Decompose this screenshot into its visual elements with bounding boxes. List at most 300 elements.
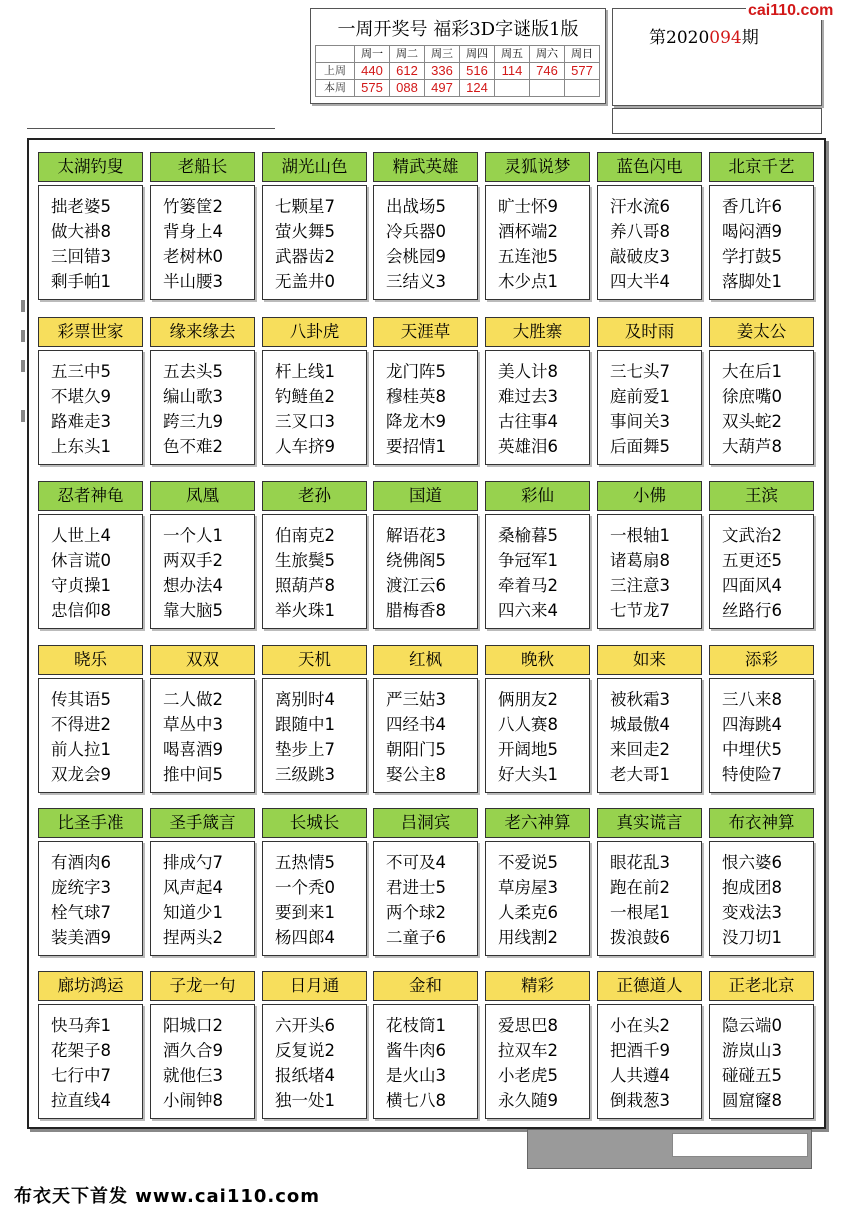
riddle-line: 休言谎0 [51,551,111,570]
riddle-line: 旷士怀9 [498,197,558,216]
riddle-card-body [597,1004,702,1119]
riddle-line: 要招情1 [386,437,446,456]
riddle-card [38,152,143,302]
riddle-line: 装美酒9 [51,928,111,947]
riddle-card-title: 小佛 [597,481,702,511]
riddle-line: 争冠军1 [498,551,558,570]
riddle-card [373,481,478,631]
riddle-card-body [150,350,255,465]
riddle-card-body [38,1004,143,1119]
riddle-card [597,645,702,795]
riddle-card-body [373,350,478,465]
riddle-line: 双头蛇2 [722,412,782,431]
riddle-line: 木少点1 [498,272,558,291]
riddle-line: 娶公主8 [386,765,446,784]
draw-number: 516 [460,63,495,80]
this-week-label: 本周 [316,80,355,97]
riddle-card-title: 如来 [597,645,702,675]
riddle-line: 三七头7 [610,362,670,381]
riddle-card [709,808,814,958]
riddle-line: 拉双车2 [498,1041,558,1060]
riddle-line: 喝闷酒9 [722,222,782,241]
riddle-line: 变戏法3 [722,903,782,922]
riddle-line: 小在头2 [610,1016,670,1035]
riddle-line: 不堪久9 [51,387,111,406]
riddle-line: 七节龙7 [610,601,670,620]
margin-mark [21,360,25,372]
riddle-line: 酒杯端2 [498,222,558,241]
riddle-line: 横七八8 [386,1091,446,1110]
riddle-line: 小闹钟8 [163,1091,223,1110]
riddle-card-body [38,841,143,956]
riddle-line: 草房屋3 [498,878,558,897]
footer-text: 布衣天下首发 www.cai110.com [14,1186,321,1207]
riddle-card-title: 子龙一句 [150,971,255,1001]
riddle-line: 五三中5 [51,362,111,381]
riddle-card [485,317,590,467]
draw-number: 088 [390,80,425,97]
riddle-line: 编山歌3 [163,387,223,406]
weekly-draw-box [310,8,606,104]
riddle-line: 跨三九9 [163,412,223,431]
riddle-card-body [373,678,478,793]
draw-number: 114 [495,63,530,80]
blank-box [612,108,822,134]
day-header-row [316,46,600,63]
riddle-card-body [485,514,590,629]
riddle-line: 中埋伏5 [722,740,782,759]
riddle-line: 养八哥8 [610,222,670,241]
riddle-line: 事间关3 [610,412,670,431]
riddle-card-body [485,185,590,300]
riddle-line: 一个人1 [163,526,223,545]
issue-box [612,8,822,106]
riddle-card [485,808,590,958]
riddle-card [597,808,702,958]
riddle-line: 游岚山3 [722,1041,782,1060]
riddle-card-title: 国道 [373,481,478,511]
riddle-line: 生旅鬓5 [275,551,335,570]
day-label: 周四 [460,46,495,63]
draw-number: 575 [355,80,390,97]
riddle-line: 三回错3 [51,247,111,266]
riddle-line: 有酒肉6 [51,853,111,872]
riddle-line: 出战场5 [386,197,446,216]
riddle-line: 四六来4 [498,601,558,620]
riddle-line: 冷兵器0 [386,222,446,241]
riddle-card-title: 八卦虎 [262,317,367,347]
riddle-line: 七颗星7 [275,197,335,216]
riddle-line: 独一处1 [275,1091,335,1110]
riddle-card-title: 天涯草 [373,317,478,347]
riddle-card [597,152,702,302]
riddle-line: 三注意3 [610,576,670,595]
riddle-line: 圆窟窿8 [722,1091,782,1110]
riddle-line: 酒久合9 [163,1041,223,1060]
margin-mark [21,410,25,422]
draw-number: 746 [530,63,565,80]
riddle-line: 不爱说5 [498,853,558,872]
riddle-card-title: 王滨 [709,481,814,511]
riddle-line: 庞统字3 [51,878,111,897]
draw-number [495,80,530,97]
riddle-line: 碰碰五5 [722,1066,782,1085]
riddle-card [597,481,702,631]
riddle-card-body [709,1004,814,1119]
draw-number [565,80,600,97]
riddle-card [38,971,143,1121]
riddle-line: 被秋霜3 [610,690,670,709]
riddle-line: 一根轴1 [610,526,670,545]
riddle-line: 竹篓筐2 [163,197,223,216]
riddle-card-body [373,185,478,300]
riddle-card [38,645,143,795]
riddle-card [38,317,143,467]
riddle-card-body [150,1004,255,1119]
riddle-line: 绕佛阁5 [386,551,446,570]
riddle-line: 古往事4 [498,412,558,431]
riddle-line: 香几许6 [722,197,782,216]
riddle-card-title: 日月通 [262,971,367,1001]
riddle-line: 徐庶嘴0 [722,387,782,406]
riddle-line: 垫步上7 [275,740,335,759]
riddle-card-title: 凤凰 [150,481,255,511]
riddle-card-body [597,841,702,956]
riddle-card-body [709,514,814,629]
riddle-card-body [709,185,814,300]
draw-number [530,80,565,97]
riddle-line: 爱思巴8 [498,1016,558,1035]
riddle-line: 武器齿2 [275,247,335,266]
riddle-line: 穆桂英8 [386,387,446,406]
riddle-card-body [38,185,143,300]
riddle-card-title: 精彩 [485,971,590,1001]
riddle-line: 跟随中1 [275,715,335,734]
riddle-card-title: 老六神算 [485,808,590,838]
day-label: 周五 [495,46,530,63]
riddle-card-title: 湖光山色 [262,152,367,182]
riddle-card-body [485,350,590,465]
riddle-line: 三叉口3 [275,412,335,431]
riddle-card-body [262,514,367,629]
divider [27,128,275,129]
riddle-line: 不可及4 [386,853,446,872]
riddle-line: 人柔克6 [498,903,558,922]
riddle-card [373,317,478,467]
riddle-line: 五去头5 [163,362,223,381]
riddle-line: 用线割2 [498,928,558,947]
riddle-line: 知道少1 [163,903,223,922]
riddle-line: 文武治2 [722,526,782,545]
riddle-line: 城最傲4 [610,715,670,734]
riddle-line: 想办法4 [163,576,223,595]
riddle-line: 半山腰3 [163,272,223,291]
draw-number: 612 [390,63,425,80]
riddle-card-title: 老孙 [262,481,367,511]
riddle-line: 严三姑3 [386,690,446,709]
riddle-line: 降龙木9 [386,412,446,431]
riddle-card-body [150,841,255,956]
riddle-card-body [150,514,255,629]
riddle-card-body [485,678,590,793]
riddle-card-body [38,678,143,793]
riddle-line: 栓气球7 [51,903,111,922]
riddle-line: 风声起4 [163,878,223,897]
riddle-line: 好大头1 [498,765,558,784]
draw-number: 336 [425,63,460,80]
riddle-card-title: 双双 [150,645,255,675]
riddle-grid [27,138,826,1129]
riddle-line: 两个球2 [386,903,446,922]
riddle-card-title: 正老北京 [709,971,814,1001]
riddle-card-body [597,514,702,629]
riddle-line: 做大褂8 [51,222,111,241]
riddle-line: 人世上4 [51,526,111,545]
riddle-card-title: 老船长 [150,152,255,182]
riddle-line: 离别时4 [275,690,335,709]
draw-number: 440 [355,63,390,80]
riddle-line: 汗水流6 [610,197,670,216]
riddle-line: 杆上线1 [275,362,335,381]
riddle-card-body [709,350,814,465]
riddle-line: 反复说2 [275,1041,335,1060]
riddle-card [150,808,255,958]
riddle-card-title: 及时雨 [597,317,702,347]
last-week-row [316,63,600,80]
riddle-line: 学打鼓5 [722,247,782,266]
riddle-card [38,808,143,958]
riddle-card-title: 布衣神算 [709,808,814,838]
riddle-card [262,645,367,795]
riddle-line: 排成勺7 [163,853,223,872]
riddle-line: 小老虎5 [498,1066,558,1085]
riddle-line: 会桃园9 [386,247,446,266]
riddle-line: 后面舞5 [610,437,670,456]
riddle-line: 花架子8 [51,1041,111,1060]
riddle-card-title: 北京千艺 [709,152,814,182]
day-label: 周日 [565,46,600,63]
riddle-card [373,645,478,795]
draw-number: 577 [565,63,600,80]
riddle-line: 六开头6 [275,1016,335,1035]
riddle-card-body [150,678,255,793]
issue-number: 第2020094期 [649,28,759,48]
riddle-card-title: 长城长 [262,808,367,838]
riddle-line: 牵着马2 [498,576,558,595]
riddle-line: 拨浪鼓6 [610,928,670,947]
riddle-line: 渡江云6 [386,576,446,595]
riddle-card [150,317,255,467]
riddle-card-title: 彩仙 [485,481,590,511]
riddle-line: 倒栽葱3 [610,1091,670,1110]
riddle-card-title: 正德道人 [597,971,702,1001]
riddle-line: 不得进2 [51,715,111,734]
riddle-card-body [262,185,367,300]
riddle-line: 五热情5 [275,853,335,872]
day-label: 周六 [530,46,565,63]
riddle-line: 没刀切1 [722,928,782,947]
riddle-line: 传其语5 [51,690,111,709]
riddle-line: 一个秃0 [275,878,335,897]
riddle-card-body [597,350,702,465]
riddle-card-body [709,841,814,956]
riddle-line: 就他仨3 [163,1066,223,1085]
riddle-card-title: 吕洞宾 [373,808,478,838]
riddle-line: 双龙会9 [51,765,111,784]
riddle-line: 八人赛8 [498,715,558,734]
riddle-line: 四面风4 [722,576,782,595]
riddle-card-title: 晓乐 [38,645,143,675]
riddle-card-title: 比圣手准 [38,808,143,838]
riddle-line: 特使险7 [722,765,782,784]
riddle-line: 阳城口2 [163,1016,223,1035]
riddle-line: 五连池5 [498,247,558,266]
riddle-card [373,152,478,302]
riddle-card-body [38,514,143,629]
riddle-line: 路难走3 [51,412,111,431]
riddle-card-title: 灵狐说梦 [485,152,590,182]
riddle-card-title: 忍者神龟 [38,481,143,511]
riddle-line: 拙老婆5 [51,197,111,216]
riddle-line: 要到来1 [275,903,335,922]
riddle-line: 喝喜酒9 [163,740,223,759]
riddle-line: 隐云端0 [722,1016,782,1035]
riddle-card-body [709,678,814,793]
riddle-line: 一根尾1 [610,903,670,922]
riddle-card-title: 太湖钓叟 [38,152,143,182]
riddle-card-body [150,185,255,300]
riddle-line: 桑榆暮5 [498,526,558,545]
footer-blank [672,1133,808,1157]
riddle-card-title: 晚秋 [485,645,590,675]
riddle-line: 俩朋友2 [498,690,558,709]
riddle-line: 上东头1 [51,437,111,456]
riddle-line: 七行中7 [51,1066,111,1085]
riddle-line: 两双手2 [163,551,223,570]
riddle-line: 草丛中3 [163,715,223,734]
riddle-line: 杨四郎4 [275,928,335,947]
margin-mark [21,330,25,342]
riddle-card [485,971,590,1121]
riddle-line: 君进士5 [386,878,446,897]
riddle-card [262,317,367,467]
riddle-card-title: 添彩 [709,645,814,675]
riddle-line: 人车挤9 [275,437,335,456]
header-title: 一周开奖号 福彩3D字谜版1版 [337,19,579,40]
riddle-card-title: 缘来缘去 [150,317,255,347]
riddle-card [485,645,590,795]
riddle-card [709,645,814,795]
riddle-line: 萤火舞5 [275,222,335,241]
riddle-card [262,808,367,958]
riddle-card-body [373,514,478,629]
riddle-line: 无盖井0 [275,272,335,291]
riddle-line: 三级跳3 [275,765,335,784]
riddle-card-body [262,1004,367,1119]
riddle-card [150,481,255,631]
riddle-card [150,645,255,795]
riddle-line: 是火山3 [386,1066,446,1085]
riddle-line: 照葫芦8 [275,576,335,595]
riddle-card [373,971,478,1121]
riddle-line: 四大半4 [610,272,670,291]
riddle-card [709,317,814,467]
riddle-line: 老树林0 [163,247,223,266]
riddle-line: 大葫芦8 [722,437,782,456]
draw-number: 124 [460,80,495,97]
riddle-card-title: 精武英雄 [373,152,478,182]
riddle-line: 拉直线4 [51,1091,111,1110]
riddle-line: 三结义3 [386,272,446,291]
riddle-card-body [597,678,702,793]
riddle-line: 酱牛肉6 [386,1041,446,1060]
riddle-card [262,971,367,1121]
riddle-card-title: 金和 [373,971,478,1001]
riddle-line: 捏两头2 [163,928,223,947]
riddle-line: 人共遵4 [610,1066,670,1085]
riddle-card-title: 天机 [262,645,367,675]
riddle-card-body [38,350,143,465]
riddle-line: 前人拉1 [51,740,111,759]
riddle-card [709,152,814,302]
riddle-line: 把酒千9 [610,1041,670,1060]
riddle-line: 花枝筒1 [386,1016,446,1035]
riddle-line: 丝路行6 [722,601,782,620]
riddle-card [709,481,814,631]
riddle-line: 恨六婆6 [722,853,782,872]
riddle-card-body [262,350,367,465]
riddle-card [597,317,702,467]
riddle-line: 色不难2 [163,437,223,456]
riddle-card-title: 圣手箴言 [150,808,255,838]
riddle-line: 朝阳门5 [386,740,446,759]
riddle-line: 美人计8 [498,362,558,381]
riddle-card-body [597,185,702,300]
riddle-card [709,971,814,1121]
riddle-card-title: 大胜寨 [485,317,590,347]
day-label: 周三 [425,46,460,63]
riddle-line: 落脚处1 [722,272,782,291]
riddle-line: 腊梅香8 [386,601,446,620]
riddle-line: 钓鲢鱼2 [275,387,335,406]
riddle-line: 英雄泪6 [498,437,558,456]
riddle-card-body [373,841,478,956]
riddle-card-body [485,841,590,956]
draw-number: 497 [425,80,460,97]
riddle-line: 五更还5 [722,551,782,570]
riddle-card [373,808,478,958]
riddle-card-body [262,678,367,793]
this-week-row [316,80,600,97]
riddle-line: 老大哥1 [610,765,670,784]
riddle-line: 靠大脑5 [163,601,223,620]
margin-mark [21,300,25,312]
riddle-line: 四海跳4 [722,715,782,734]
riddle-line: 跑在前2 [610,878,670,897]
riddle-line: 报纸堵4 [275,1066,335,1085]
riddle-line: 快马奔1 [51,1016,111,1035]
riddle-card [597,971,702,1121]
riddle-line: 背身上4 [163,222,223,241]
day-label: 周一 [355,46,390,63]
riddle-line: 忠信仰8 [51,601,111,620]
riddle-line: 剩手帕1 [51,272,111,291]
riddle-line: 永久随9 [498,1091,558,1110]
riddle-line: 二人做2 [163,690,223,709]
riddle-card-body [373,1004,478,1119]
riddle-line: 伯南克2 [275,526,335,545]
riddle-card-title: 真实谎言 [597,808,702,838]
